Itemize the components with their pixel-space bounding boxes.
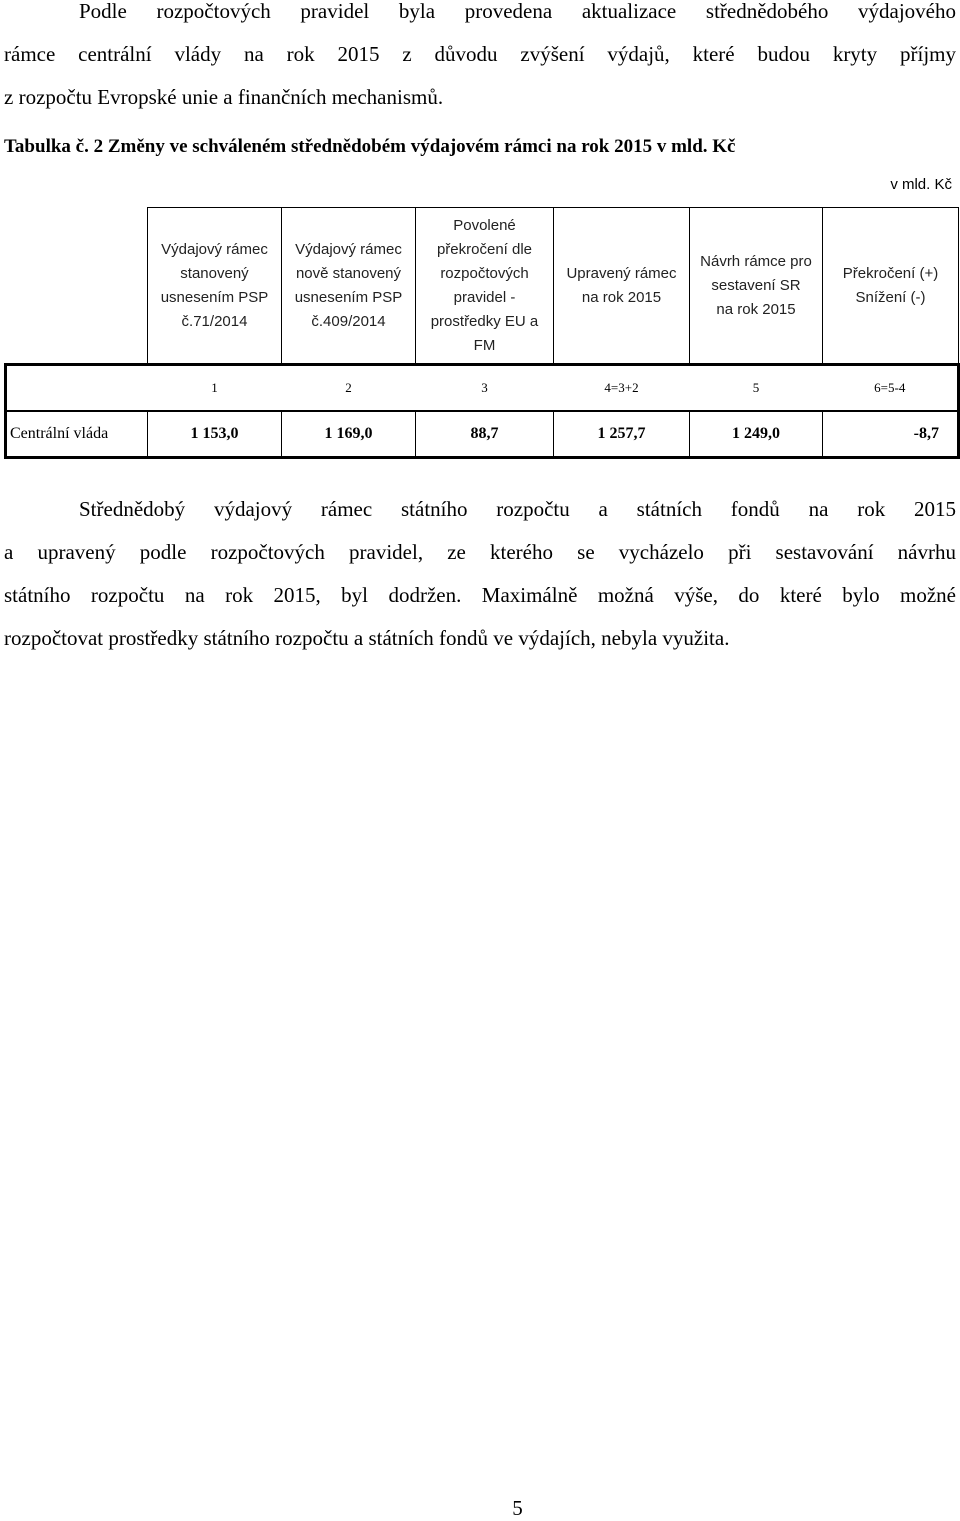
conclusion-paragraph: [4, 488, 956, 660]
header-line: Snížení (-): [855, 288, 926, 306]
intro-line: Podle rozpočtových pravidel byla provedena aktualizace střednědobého výdajového: [79, 0, 956, 23]
column-header: [690, 208, 823, 365]
header-line: usnesením PSP: [294, 288, 403, 306]
header-line: stanovený: [180, 264, 249, 282]
index-cell: 3: [416, 365, 554, 412]
index-cell: 6=5-4: [823, 365, 959, 412]
conclusion-line: státního rozpočtu na rok 2015, byl dodržen. Maximálně možná výše, do které bylo možné: [4, 583, 956, 607]
header-line: FM: [473, 336, 496, 354]
header-line: Upravený rámec: [566, 264, 677, 282]
intro-paragraph: [4, 0, 956, 119]
value-cell: 1 153,0: [148, 411, 282, 458]
header-line: na rok 2015: [581, 288, 662, 306]
conclusion-line: a upravený podle rozpočtových pravidel, ze kterého se vycházelo při sestavování návrhu: [4, 540, 956, 564]
header-line: sestavení SR: [711, 276, 801, 294]
index-cell: 4=3+2: [554, 365, 690, 412]
header-line: rozpočtových: [440, 264, 529, 282]
table-caption: Tabulka č. 2 Změny ve schváleném střednědobém výdajovém rámci na rok 2015 v mld. Kč: [4, 136, 736, 157]
column-header: [416, 208, 554, 365]
table-row: [6, 411, 959, 458]
row-label: Centrální vláda: [6, 411, 148, 458]
header-line: usnesením PSP: [160, 288, 269, 306]
column-header: [554, 208, 690, 365]
header-corner: [6, 208, 148, 365]
header-line: Návrh rámce pro: [700, 252, 812, 270]
unit-label: v mld. Kč: [890, 176, 952, 193]
page-number: 5: [512, 1496, 523, 1520]
value-cell: -8,7: [823, 411, 959, 458]
column-index-row: [6, 365, 959, 412]
header-line: Překročení (+): [842, 264, 939, 282]
table-header-row: [6, 208, 959, 365]
header-line: nově stanovený: [295, 264, 402, 282]
header-line: Povolené: [453, 216, 516, 234]
column-header: [282, 208, 416, 365]
intro-line: rámce centrální vlády na rok 2015 z důvodu zvýšení výdajů, které budou kryty příjmy: [4, 42, 956, 66]
index-cell: 5: [690, 365, 823, 412]
value-cell: 1 169,0: [282, 411, 416, 458]
header-line: č.71/2014: [181, 312, 248, 330]
index-cell: 2: [282, 365, 416, 412]
column-header: [148, 208, 282, 365]
value-cell: 1 257,7: [554, 411, 690, 458]
column-header: [823, 208, 959, 365]
value-cell: 1 249,0: [690, 411, 823, 458]
header-line: překročení dle: [436, 240, 533, 258]
value-cell: 88,7: [416, 411, 554, 458]
conclusion-line: rozpočtovat prostředky státního rozpočtu a státních fondů ve výdajích, nebyla využita.: [4, 626, 730, 650]
index-cell: 1: [148, 365, 282, 412]
intro-line: z rozpočtu Evropské unie a finančních mechanismů.: [4, 85, 444, 109]
header-line: Výdajový rámec: [295, 240, 402, 258]
header-line: na rok 2015: [716, 300, 796, 318]
header-line: prostředky EU a: [430, 312, 539, 330]
budget-framework-table: [4, 207, 960, 459]
header-line: pravidel -: [453, 288, 516, 306]
conclusion-line: Střednědobý výdajový rámec státního rozpočtu a státních fondů na rok 2015: [79, 497, 956, 521]
header-line: Výdajový rámec: [161, 240, 268, 258]
index-cell-empty: [6, 365, 148, 412]
header-line: č.409/2014: [311, 312, 386, 330]
